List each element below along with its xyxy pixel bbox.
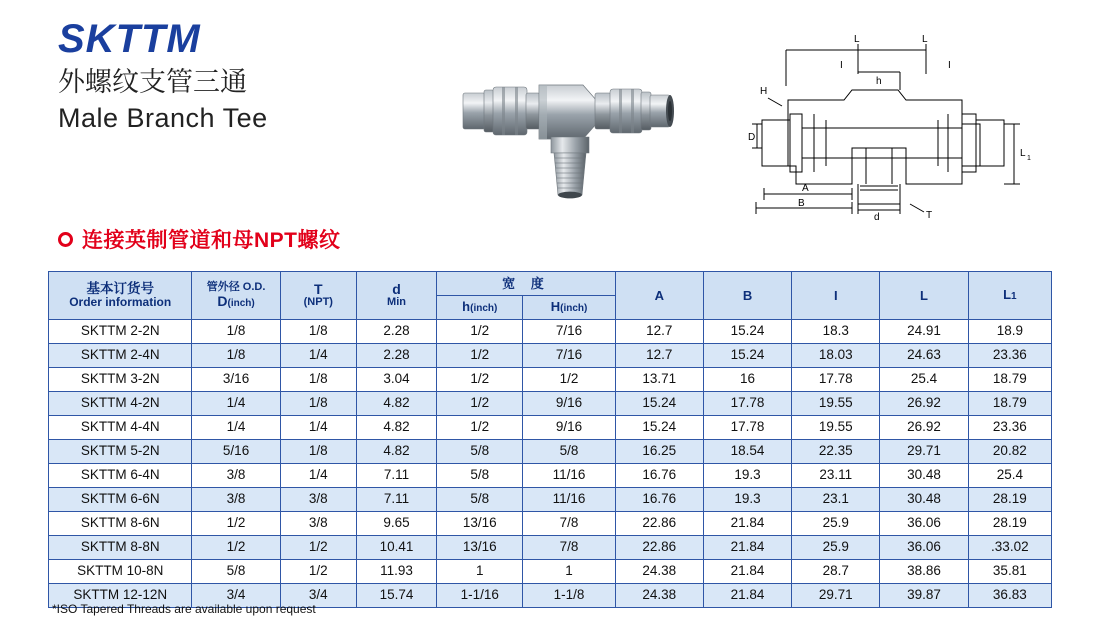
table-cell: 1/4 bbox=[192, 416, 280, 440]
col-header-a: A bbox=[615, 272, 703, 320]
table-cell: 18.79 bbox=[968, 368, 1051, 392]
table-row bbox=[49, 536, 1052, 560]
drawing-label-d: d bbox=[874, 212, 880, 223]
col-header-b: B bbox=[703, 272, 791, 320]
table-cell: 19.3 bbox=[703, 488, 791, 512]
table-cell: 1/8 bbox=[280, 320, 356, 344]
table-cell: 1/8 bbox=[280, 368, 356, 392]
table-cell: 19.55 bbox=[792, 416, 880, 440]
table-cell: 17.78 bbox=[792, 368, 880, 392]
table-cell: 16.25 bbox=[615, 440, 703, 464]
col-header-d bbox=[356, 272, 436, 320]
table-cell: 3/16 bbox=[192, 368, 280, 392]
table-cell: 16 bbox=[703, 368, 791, 392]
table-cell: 38.86 bbox=[880, 560, 968, 584]
drawing-label-H: H bbox=[760, 86, 768, 97]
table-cell: 11.93 bbox=[356, 560, 436, 584]
table-cell: 28.19 bbox=[968, 512, 1051, 536]
table-cell: 30.48 bbox=[880, 464, 968, 488]
table-cell: 3/8 bbox=[192, 488, 280, 512]
section-bullet-text: 连接英制管道和母NPT螺纹 bbox=[82, 229, 341, 252]
table-cell: 22.86 bbox=[615, 536, 703, 560]
table-cell: 1/2 bbox=[280, 536, 356, 560]
drawing-label-D: D bbox=[748, 132, 756, 143]
table-cell: 7.11 bbox=[356, 464, 436, 488]
table-cell: 1/8 bbox=[192, 320, 280, 344]
col-header-l1: L1 bbox=[968, 272, 1051, 320]
table-cell: 25.9 bbox=[792, 512, 880, 536]
table-cell: 21.84 bbox=[703, 584, 791, 608]
table-cell: 36.83 bbox=[968, 584, 1051, 608]
cell-order-information: SKTTM 12-12N bbox=[49, 584, 192, 608]
table-row bbox=[49, 392, 1052, 416]
table-row bbox=[49, 560, 1052, 584]
table-row bbox=[49, 368, 1052, 392]
col-header-t bbox=[280, 272, 356, 320]
col-header-od-bottom: D(inch) bbox=[217, 292, 255, 309]
table-cell: 5/8 bbox=[437, 464, 523, 488]
table-cell: 13.71 bbox=[615, 368, 703, 392]
drawing-label-L1: L bbox=[1020, 148, 1026, 159]
table-cell: 24.38 bbox=[615, 560, 703, 584]
ring-bullet-icon bbox=[58, 232, 73, 247]
table-cell: 1/2 bbox=[437, 416, 523, 440]
table-cell: 26.92 bbox=[880, 416, 968, 440]
table-cell: 7/16 bbox=[523, 344, 615, 368]
product-title-english: Male Branch Tee bbox=[58, 102, 268, 133]
table-cell: 7/16 bbox=[523, 320, 615, 344]
table-cell: 22.86 bbox=[615, 512, 703, 536]
table-cell: 3/8 bbox=[280, 488, 356, 512]
cell-order-information: SKTTM 8-8N bbox=[49, 536, 192, 560]
col-header-order-en: Order information bbox=[69, 295, 172, 310]
table-cell: 13/16 bbox=[437, 512, 523, 536]
brand-title: SKTTM bbox=[58, 17, 201, 61]
col-header-d-top: d bbox=[392, 281, 401, 298]
table-cell: 21.84 bbox=[703, 536, 791, 560]
table-cell: 1-1/16 bbox=[437, 584, 523, 608]
table-cell: 18.54 bbox=[703, 440, 791, 464]
table-cell: 24.63 bbox=[880, 344, 968, 368]
table-cell: 35.81 bbox=[968, 560, 1051, 584]
table-cell: 1 bbox=[523, 560, 615, 584]
table-row bbox=[49, 512, 1052, 536]
table-row bbox=[49, 440, 1052, 464]
table-row bbox=[49, 416, 1052, 440]
table-cell: 20.82 bbox=[968, 440, 1051, 464]
table-cell: 15.24 bbox=[615, 416, 703, 440]
table-cell: 16.76 bbox=[615, 488, 703, 512]
col-header-od-top: 管外径 O.D. bbox=[206, 280, 266, 293]
col-header-order bbox=[49, 272, 192, 320]
product-photo bbox=[455, 45, 705, 210]
table-cell: 25.9 bbox=[792, 536, 880, 560]
table-cell: 1/2 bbox=[523, 368, 615, 392]
drawing-label-T: T bbox=[926, 210, 933, 221]
table-cell: 1/8 bbox=[280, 440, 356, 464]
table-cell: 1/2 bbox=[437, 368, 523, 392]
table-cell: 23.36 bbox=[968, 344, 1051, 368]
table-cell: 5/8 bbox=[437, 440, 523, 464]
table-cell: 5/8 bbox=[523, 440, 615, 464]
table-cell: 26.92 bbox=[880, 392, 968, 416]
table-cell: 25.4 bbox=[880, 368, 968, 392]
table-row bbox=[49, 488, 1052, 512]
table-cell: 12.7 bbox=[615, 344, 703, 368]
table-cell: 11/16 bbox=[523, 464, 615, 488]
table-cell: 5/8 bbox=[437, 488, 523, 512]
cell-order-information: SKTTM 8-6N bbox=[49, 512, 192, 536]
spec-table-head bbox=[49, 272, 1052, 320]
col-header-t-bottom: (NPT) bbox=[303, 296, 333, 309]
table-cell: 18.3 bbox=[792, 320, 880, 344]
table-cell: 16.76 bbox=[615, 464, 703, 488]
table-cell: 21.84 bbox=[703, 512, 791, 536]
table-header-row-1 bbox=[49, 272, 1052, 296]
col-header-od bbox=[192, 272, 280, 320]
cell-order-information: SKTTM 6-4N bbox=[49, 464, 192, 488]
table-cell: 1/2 bbox=[192, 536, 280, 560]
footnote: *ISO Tapered Threads are available upon request bbox=[52, 602, 316, 616]
table-cell: 1/4 bbox=[280, 464, 356, 488]
table-cell: 5/16 bbox=[192, 440, 280, 464]
table-cell: 1/8 bbox=[280, 392, 356, 416]
table-cell: 23.11 bbox=[792, 464, 880, 488]
drawing-label-I-right: I bbox=[948, 60, 951, 71]
table-cell: 9/16 bbox=[523, 416, 615, 440]
table-cell: 1/8 bbox=[192, 344, 280, 368]
table-cell: 18.9 bbox=[968, 320, 1051, 344]
table-cell: 1/4 bbox=[192, 392, 280, 416]
cell-order-information: SKTTM 4-2N bbox=[49, 392, 192, 416]
product-title-chinese: 外螺纹支管三通 bbox=[58, 67, 247, 97]
table-cell: 7/8 bbox=[523, 512, 615, 536]
cell-order-information: SKTTM 2-2N bbox=[49, 320, 192, 344]
table-cell: 17.78 bbox=[703, 392, 791, 416]
table-cell: 12.7 bbox=[615, 320, 703, 344]
col-header-order-cn: 基本订货号 bbox=[86, 281, 154, 297]
drawing-label-L-right: L bbox=[922, 34, 928, 45]
spec-table-container bbox=[48, 271, 1052, 608]
col-header-width-group: 宽 度 bbox=[437, 272, 616, 296]
table-cell: 1/2 bbox=[437, 320, 523, 344]
table-row bbox=[49, 320, 1052, 344]
table-cell: 30.48 bbox=[880, 488, 968, 512]
table-cell: 3/4 bbox=[280, 584, 356, 608]
cell-order-information: SKTTM 3-2N bbox=[49, 368, 192, 392]
table-cell: 25.4 bbox=[968, 464, 1051, 488]
table-cell: 1/2 bbox=[437, 344, 523, 368]
col-header-t-top: T bbox=[314, 281, 323, 298]
col-header-d-bottom: Min bbox=[387, 296, 406, 309]
table-cell: 1 bbox=[437, 560, 523, 584]
cell-order-information: SKTTM 10-8N bbox=[49, 560, 192, 584]
table-cell: 19.55 bbox=[792, 392, 880, 416]
table-cell: 4.82 bbox=[356, 440, 436, 464]
drawing-label-A: A bbox=[802, 183, 809, 194]
table-cell: 11/16 bbox=[523, 488, 615, 512]
table-cell: 1/4 bbox=[280, 416, 356, 440]
spec-table bbox=[48, 271, 1052, 608]
table-cell: 15.74 bbox=[356, 584, 436, 608]
table-cell: 19.3 bbox=[703, 464, 791, 488]
table-cell: 24.38 bbox=[615, 584, 703, 608]
table-cell: 39.87 bbox=[880, 584, 968, 608]
table-cell: 36.06 bbox=[880, 512, 968, 536]
table-cell: 1/4 bbox=[280, 344, 356, 368]
table-cell: 17.78 bbox=[703, 416, 791, 440]
section-bullet bbox=[58, 224, 341, 254]
table-cell: .33.02 bbox=[968, 536, 1051, 560]
technical-drawing bbox=[748, 28, 1038, 223]
col-header-l: L bbox=[880, 272, 968, 320]
table-cell: 13/16 bbox=[437, 536, 523, 560]
table-cell: 10.41 bbox=[356, 536, 436, 560]
table-cell: 21.84 bbox=[703, 560, 791, 584]
table-cell: 3/8 bbox=[280, 512, 356, 536]
cell-order-information: SKTTM 4-4N bbox=[49, 416, 192, 440]
table-cell: 9.65 bbox=[356, 512, 436, 536]
table-cell: 23.36 bbox=[968, 416, 1051, 440]
table-cell: 5/8 bbox=[192, 560, 280, 584]
table-cell: 18.79 bbox=[968, 392, 1051, 416]
drawing-label-L-left: L bbox=[854, 34, 860, 45]
table-cell: 22.35 bbox=[792, 440, 880, 464]
table-cell: 1/2 bbox=[280, 560, 356, 584]
table-cell: 15.24 bbox=[703, 344, 791, 368]
drawing-label-h: h bbox=[876, 76, 882, 87]
table-cell: 24.91 bbox=[880, 320, 968, 344]
cell-order-information: SKTTM 2-4N bbox=[49, 344, 192, 368]
table-cell: 29.71 bbox=[792, 584, 880, 608]
table-cell: 2.28 bbox=[356, 320, 436, 344]
table-cell: 28.7 bbox=[792, 560, 880, 584]
col-header-i: I bbox=[792, 272, 880, 320]
table-cell: 18.03 bbox=[792, 344, 880, 368]
table-cell: 3/4 bbox=[192, 584, 280, 608]
table-cell: 28.19 bbox=[968, 488, 1051, 512]
cell-order-information: SKTTM 6-6N bbox=[49, 488, 192, 512]
table-cell: 15.24 bbox=[615, 392, 703, 416]
table-row bbox=[49, 464, 1052, 488]
table-cell: 1-1/8 bbox=[523, 584, 615, 608]
table-cell: 1/2 bbox=[437, 392, 523, 416]
table-cell: 9/16 bbox=[523, 392, 615, 416]
table-cell: 7.11 bbox=[356, 488, 436, 512]
table-cell: 4.82 bbox=[356, 416, 436, 440]
drawing-label-B: B bbox=[798, 198, 805, 209]
table-cell: 36.06 bbox=[880, 536, 968, 560]
col-header-h-small: h(inch) bbox=[437, 296, 523, 320]
svg-text:1: 1 bbox=[1027, 155, 1031, 162]
spec-table-body bbox=[49, 320, 1052, 608]
table-cell: 1/2 bbox=[192, 512, 280, 536]
table-cell: 15.24 bbox=[703, 320, 791, 344]
drawing-label-I-left: I bbox=[840, 60, 843, 71]
table-cell: 4.82 bbox=[356, 392, 436, 416]
table-cell: 7/8 bbox=[523, 536, 615, 560]
table-cell: 2.28 bbox=[356, 344, 436, 368]
table-cell: 29.71 bbox=[880, 440, 968, 464]
table-cell: 23.1 bbox=[792, 488, 880, 512]
table-row bbox=[49, 344, 1052, 368]
col-header-h-big: H(inch) bbox=[523, 296, 615, 320]
table-cell: 3/8 bbox=[192, 464, 280, 488]
cell-order-information: SKTTM 5-2N bbox=[49, 440, 192, 464]
table-cell: 3.04 bbox=[356, 368, 436, 392]
page-header bbox=[58, 18, 438, 136]
